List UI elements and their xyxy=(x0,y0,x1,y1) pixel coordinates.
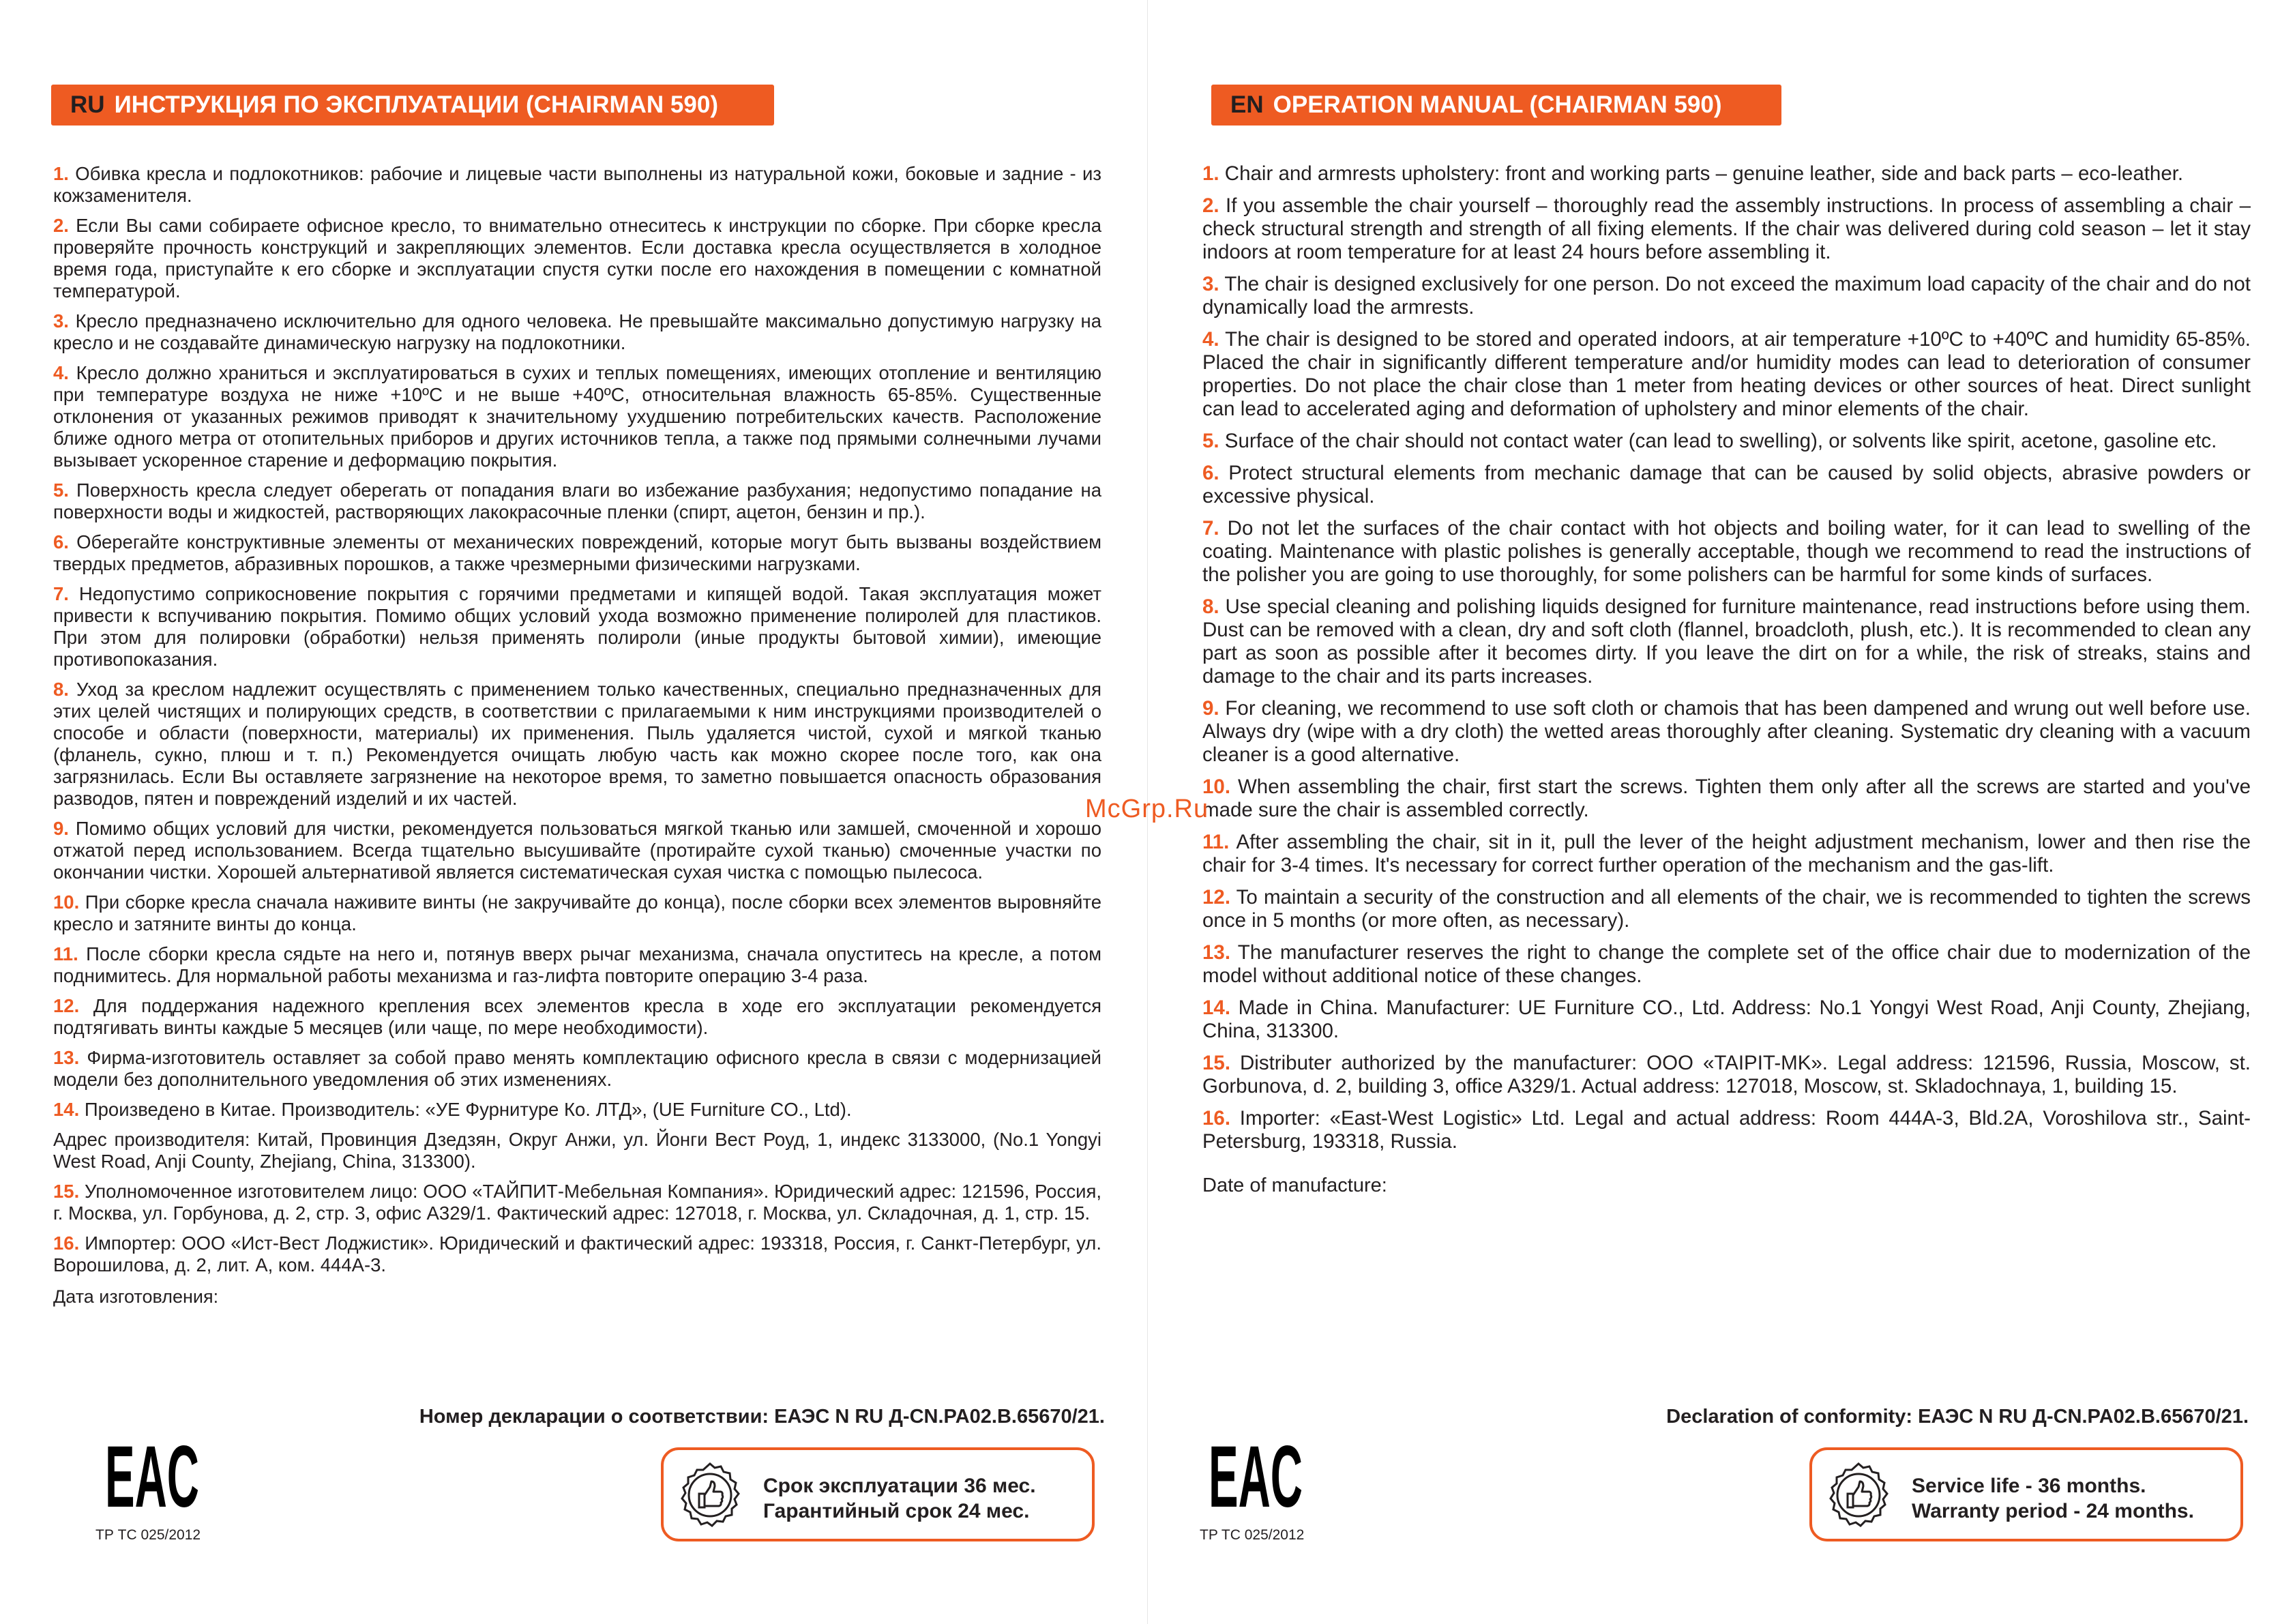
en-declaration-number: Declaration of conformity: ЕАЭС N RU Д-CN.PA02.B.65670/21. xyxy=(1666,1406,2249,1428)
item-text: Произведено в Китае. Производитель: «УЕ Фурнитуре Ко. ЛТД», (UE Furniture CO., Ltd). xyxy=(79,1099,852,1120)
item-text: Оберегайте конструктивные элементы от механических повреждений, которые могут быть вызваны воздействием твердых предметов, абразивных порошков, а также чрезмерными физическими нагрузками. xyxy=(53,531,1101,574)
item-text: Use special cleaning and polishing liquids designed for furniture maintenance, read instructions before using them. Dust can be removed with a clean, dry and soft cloth (flannel, broadcloth, plush, etc.). It is recommended to clean any part as soon as possible after it becomes dirty. If you leave the dirt on for a while, the risk of streaks, stains and damage to the chair and its parts increases. xyxy=(1202,595,2251,688)
instruction-item xyxy=(1202,1107,2251,1153)
ru-declaration-number: Номер декларации о соответствии: ЕАЭС N RU Д-CN.PA02.B.65670/21. xyxy=(419,1406,1105,1428)
instruction-item xyxy=(1202,273,2251,319)
item-text: Protect structural elements from mechanic damage that can be caused by solid objects, abrasive powders or excessive physical. xyxy=(1202,462,2251,507)
item-number: 2. xyxy=(1202,194,1219,217)
item-number: 14. xyxy=(1202,996,1231,1019)
instruction-item xyxy=(53,679,1101,810)
item-number: 7. xyxy=(53,583,69,604)
item-number: 6. xyxy=(53,531,69,552)
item-number: 12. xyxy=(53,995,80,1016)
instruction-item xyxy=(53,1181,1101,1224)
en-service-life-text: Service life - 36 months. xyxy=(1912,1475,2146,1497)
instruction-item xyxy=(1202,328,2251,421)
item-text: Если Вы сами собираете офисное кресло, то внимательно отнеситесь к инструкции по сборке. При сборке кресла проверяйте прочность конструкций и закрепляющих элементов. Если доставка кресла осуществляется в холодное время года, приступайте к его сборке и эксплуатации спустя сутки после его нахождения в помещении с комнатной температурой. xyxy=(53,215,1101,301)
item-text: Импортер: ООО «Ист-Вест Лоджистик». Юридический и фактический адрес: 193318, Россия, г. Санкт-Петербург, ул. Ворошилова, д. 2, лит. А, ком. 444А-3. xyxy=(53,1232,1101,1275)
item-text: After assembling the chair, sit in it, pull the lever of the height adjustment mechanism, lower and then rise the chair for 3-4 times. It's necessary for correct further operation of the mechanism and the gas-lift. xyxy=(1202,831,2251,876)
item-number: 8. xyxy=(53,679,69,700)
item-number: 1. xyxy=(1202,162,1219,185)
item-number: 10. xyxy=(53,891,80,913)
thumbs-up-badge-icon xyxy=(676,1461,744,1529)
instruction-item xyxy=(53,583,1101,670)
instruction-item xyxy=(53,1232,1101,1276)
item-number: 4. xyxy=(1202,328,1219,351)
instruction-item xyxy=(1202,517,2251,587)
instruction-item xyxy=(1202,941,2251,988)
item-text: If you assemble the chair yourself – thoroughly read the assembly instructions. In process of assembling a chair – check structural strength and strength of all fixing elements. If the chair was delivered during cold season – let it stay indoors at room temperature for at least 24 hours before assembling it. xyxy=(1202,194,2251,263)
en-tr-ts-label: TP TC 025/2012 xyxy=(1200,1527,1305,1543)
ru-service-life-box xyxy=(661,1447,1095,1541)
date-of-manufacture-label: Дата изготовления: xyxy=(53,1286,219,1307)
item-number: 12. xyxy=(1202,886,1231,909)
ru-instructions-list xyxy=(53,163,1101,1308)
ru-header-banner xyxy=(51,85,774,126)
russian-page xyxy=(0,0,1147,1624)
item-number: 9. xyxy=(1202,697,1219,720)
item-number: 15. xyxy=(1202,1052,1231,1074)
instruction-item xyxy=(53,531,1101,575)
en-warranty-text: Warranty period - 24 months. xyxy=(1912,1500,2194,1522)
item-text: Обивка кресла и подлокотников: рабочие и лицевые части выполнены из натуральной кожи, боковые и задние - из кожзаменителя. xyxy=(53,163,1101,206)
item-text: Уполномоченное изготовителем лицо: ООО «ТАЙПИТ-Мебельная Компания». Юридический адрес: 121596, Россия, г. Москва, ул. Горбунова, д. 2, стр. 3, офис А329/1. Фактический адрес: 127018, г. Москва, ул. Складочная, д. 1, стр. 15. xyxy=(53,1181,1101,1224)
item-number: 8. xyxy=(1202,595,1219,618)
item-text: Недопустимо соприкосновение покрытия с горячими предметами и кипящей водой. Такая эксплуатация может привести к вспучиванию покрытия. Помимо общих условий ухода возможно применение полиролей для пластиков. При этом для полировки (обработки) нельзя применять полироли (иные продукты бытовой химии), имеющие противопоказания. xyxy=(53,583,1101,670)
ru-service-life-text: Срок эксплуатации 36 мес. xyxy=(763,1475,1036,1497)
instruction-item xyxy=(53,943,1101,987)
item-text: When assembling the chair, first start the screws. Tighten them only after all the screws are started and you've made sure the chair is assembled correctly. xyxy=(1202,776,2251,821)
en-instructions-list xyxy=(1202,162,2251,1197)
item-number: 3. xyxy=(1202,273,1219,295)
instruction-item xyxy=(53,362,1101,471)
date-of-manufacture-label: Date of manufacture: xyxy=(1202,1175,1387,1196)
instruction-item xyxy=(53,163,1101,207)
item-number: 9. xyxy=(53,818,69,839)
instruction-item xyxy=(53,995,1101,1039)
instruction-item xyxy=(53,479,1101,523)
item-text: For cleaning, we recommend to use soft cloth or chamois that has been dampened and wrung out well before use. Always dry (wipe with a dry cloth) the wetted areas thoroughly after cleaning. Systematic dry cleaning with a vacuum cleaner is a good alternative. xyxy=(1202,697,2251,766)
item-text: Адрес производителя: Китай, Провинция Дзедзян, Округ Анжи, ул. Йонги Вест Роуд, 1, индекс 3133000, (No.1 Yongyi West Road, Anji County, Zhejiang, China, 313300). xyxy=(53,1129,1101,1172)
ru-tr-ts-label: ТР ТС 025/2012 xyxy=(95,1527,201,1543)
item-text: Do not let the surfaces of the chair contact with hot objects and boiling water, for it can lead to swelling of the coating. Maintenance with plastic polishes is generally acceptable, though we recommend to read the instructions of the polisher you are going to use thoroughly, for some polishers can be harmful for some kinds of surfaces. xyxy=(1202,517,2251,586)
item-text: При сборке кресла сначала наживите винты (не закручивайте до конца), после сборки всех элементов выровняйте кресло и затяните винты до конца. xyxy=(53,891,1101,934)
eac-mark-icon xyxy=(104,1428,200,1526)
watermark-text: McGrp.Ru xyxy=(1085,795,1209,823)
instruction-item xyxy=(1202,1052,2251,1098)
item-number: 13. xyxy=(53,1047,80,1068)
instruction-item xyxy=(1202,996,2251,1043)
instruction-item xyxy=(53,310,1101,354)
instruction-item xyxy=(1202,697,2251,767)
item-number: 10. xyxy=(1202,776,1231,798)
item-number: 5. xyxy=(1202,430,1219,452)
en-language-code: EN xyxy=(1230,91,1264,118)
ru-page-title: ИНСТРУКЦИЯ ПО ЭКСПЛУАТАЦИИ (CHAIRMAN 590) xyxy=(114,91,718,118)
item-text: Chair and armrests upholstery: front and working parts – genuine leather, side and back parts – eco-leather. xyxy=(1219,162,2184,185)
instruction-item xyxy=(1202,430,2251,453)
instruction-item xyxy=(53,891,1101,935)
item-text: Поверхность кресла следует оберегать от попадания влаги во избежание разбухания; недопустимо попадание на поверхности воды и жидкостей, растворяющих лакокрасочные пленки (спирт, ацетон, бензин и пр.). xyxy=(53,479,1101,522)
item-text: To maintain a security of the construction and all elements of the chair, we is recommended to tighten the screws once in 5 months (or more often, as necessary). xyxy=(1202,886,2251,932)
eac-mark-icon xyxy=(1208,1428,1303,1526)
item-number: 7. xyxy=(1202,517,1219,540)
item-number: 6. xyxy=(1202,462,1219,484)
instruction-item xyxy=(53,1047,1101,1091)
item-number: 3. xyxy=(53,310,69,331)
item-text: Фирма-изготовитель оставляет за собой право менять комплектацию офисного кресла в связи с модернизацией модели без дополнительного уведомления об этих изменениях. xyxy=(53,1047,1101,1090)
item-number: 11. xyxy=(1202,831,1230,853)
ru-warranty-text: Гарантийный срок 24 мес. xyxy=(763,1500,1030,1522)
item-text: The chair is designed exclusively for one person. Do not exceed the maximum load capacity of the chair and do not dynamically load the armrests. xyxy=(1202,273,2251,319)
thumbs-up-badge-icon xyxy=(1824,1461,1893,1529)
instruction-item xyxy=(1202,886,2251,932)
instruction-item xyxy=(1202,776,2251,822)
item-text: Made in China. Manufacturer: UE Furniture CO., Ltd. Address: No.1 Yongyi West Road, Anji County, Zhejiang, China, 313300. xyxy=(1202,996,2251,1042)
item-number: 5. xyxy=(53,479,69,501)
item-text: Кресло предназначено исключительно для одного человека. Не превышайте максимально допустимую нагрузку на кресло и не создавайте динамическую нагрузку на подлокотники. xyxy=(53,310,1101,353)
instruction-item xyxy=(53,1099,1101,1121)
ru-language-code: RU xyxy=(70,91,105,118)
instruction-item xyxy=(1202,831,2251,877)
instruction-item xyxy=(53,818,1101,883)
item-text: Surface of the chair should not contact water (can lead to swelling), or solvents like spirit, acetone, gasoline etc. xyxy=(1219,430,2217,452)
instruction-item xyxy=(53,1129,1101,1172)
english-page xyxy=(1148,0,2295,1624)
en-page-title: OPERATION MANUAL (CHAIRMAN 590) xyxy=(1273,91,1722,118)
en-header-banner xyxy=(1211,85,1781,126)
instruction-item xyxy=(1202,162,2251,186)
en-service-life-box xyxy=(1809,1447,2243,1541)
item-text: Distributer authorized by the manufacturer: ООО «TAIPIT-MK». Legal address: 121596, Russia, Moscow, st. Gorbunova, d. 2, building 3, office A329/1. Actual address: 127018, Moscow, st. Skladochnaya, 1, building 15. xyxy=(1202,1052,2251,1097)
item-text: Для поддержания надежного крепления всех элементов кресла в ходе его эксплуатации рекомендуется подтягивать винты каждые 5 месяцев (или чаще, по мере необходимости). xyxy=(53,995,1101,1038)
item-text: После сборки кресла сядьте на него и, потянув вверх рычаг механизма, сначала опуститесь на кресле, а потом поднимитесь. Для нормальной работы механизма и газ-лифта повторите операцию 3-4 раза. xyxy=(53,943,1101,986)
ru-eac-text: EAC xyxy=(105,1428,199,1526)
instruction-item xyxy=(53,215,1101,302)
item-number: 15. xyxy=(53,1181,80,1202)
en-eac-text: EAC xyxy=(1209,1428,1303,1526)
item-number: 14. xyxy=(53,1099,80,1120)
item-text: The chair is designed to be stored and operated indoors, at air temperature +10ºC to +40ºC and humidity 65-85%. Placed the chair in significantly different temperature and/or humidity modes can lead to deterioration of consumer properties. Do not place the chair close than 1 meter from heating devices or other sources of heat. Direct sunlight can lead to accelerated aging and deformation of upholstery and minor elements of the chair. xyxy=(1202,328,2251,420)
item-number: 2. xyxy=(53,215,69,236)
item-number: 11. xyxy=(53,943,78,964)
item-text: The manufacturer reserves the right to change the complete set of the office chair due to modernization of the model without additional notice of these changes. xyxy=(1202,941,2251,987)
item-text: Помимо общих условий для чистки, рекомендуется пользоваться мягкой тканью или замшей, смоченной и хорошо отжатой перед использованием. Всегда тщательно высушивайте (протирайте сухой тканью) смоченные участки по окончании чистки. Хорошей альтернативой является систематическая сухая чистка с помощью пылесоса. xyxy=(53,818,1101,883)
item-number: 16. xyxy=(53,1232,80,1254)
item-text: Importer: «East-West Logistic» Ltd. Legal and actual address: Room 444A-3, Bld.2A, Voroshilova str., Saint-Petersburg, 193318, Russia. xyxy=(1202,1107,2251,1153)
instruction-item xyxy=(1202,595,2251,688)
item-text: Уход за креслом надлежит осуществлять с применением только качественных, специально предназначенных для этих целей чистящих и полирующих средств, в соответствии с прилагаемыми к ним инструкциями производителей о способе и области (поверхности, материалы) их применения. Пыль удаляется чистой, сухой и мягкой тканью (фланель, сукно, плюш и т. п.) Рекомендуется очищать любую часть как можно скорее после того, как она загрязнилась. Если Вы оставляете загрязнение на некоторое время, то заметно повышается опасность образования разводов, пятен и повреждений изделий и их частей. xyxy=(53,679,1101,809)
instruction-item xyxy=(1202,194,2251,264)
item-number: 1. xyxy=(53,163,69,184)
item-number: 16. xyxy=(1202,1107,1231,1130)
item-number: 4. xyxy=(53,362,69,383)
item-text: Кресло должно храниться и эксплуатироваться в сухих и теплых помещениях, имеющих отопление и вентиляцию при температуре воздуха не ниже +10ºС и не выше +40ºС, относительная влажность 65-85%. Существенные отклонения от указанных режимов приводят к значительному ухудшению потребительских качеств. Расположение ближе одного метра от отопительных приборов и других источников тепла, а также под прямыми солнечными лучами вызывает ускоренное старение и деформацию покрытия. xyxy=(53,362,1101,471)
item-number: 13. xyxy=(1202,941,1231,964)
instruction-item xyxy=(1202,462,2251,508)
